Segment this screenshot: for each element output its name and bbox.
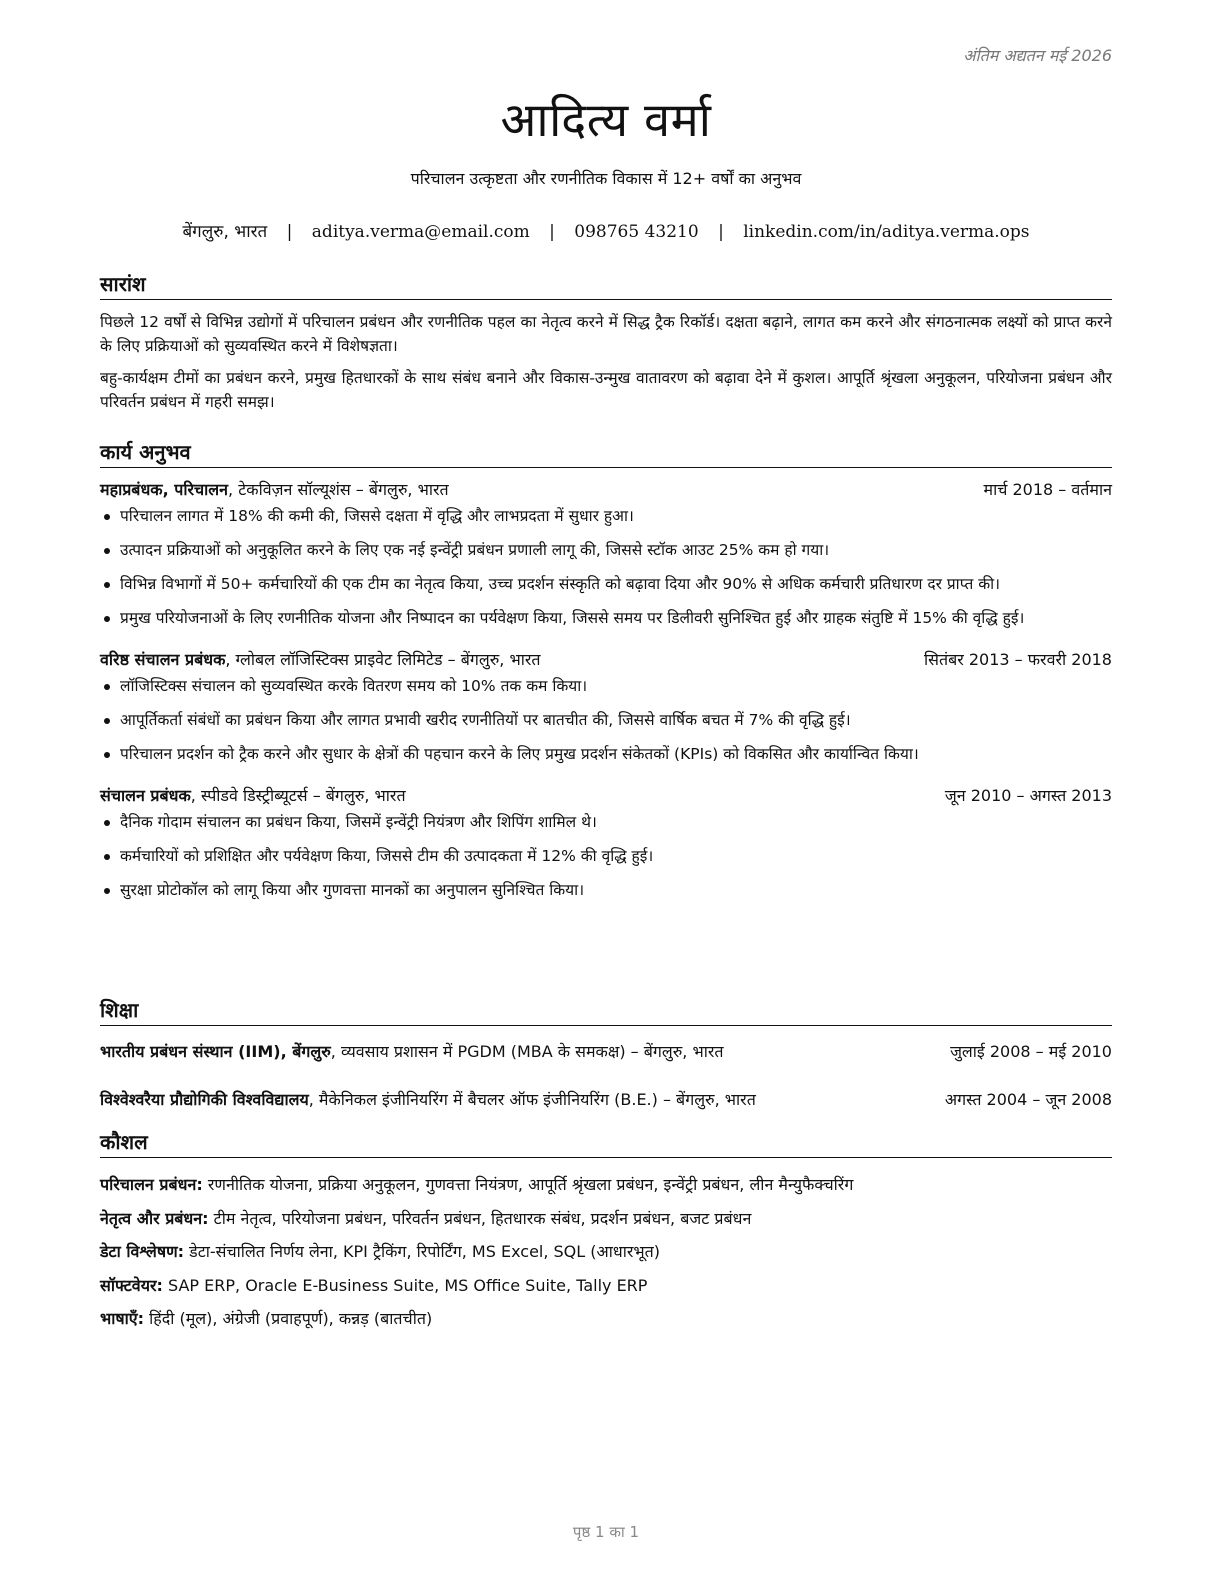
education-dates: अगस्त 2004 – जून 2008	[944, 1090, 1112, 1109]
list-item: प्रमुख परियोजनाओं के लिए रणनीतिक योजना और निष्पादन का पर्यवेक्षण किया, जिससे समय पर डिलीवरी सुनिश्चित हुई और ग्राहक संतुष्टि में 15% की वृद्धि हुई।	[120, 606, 1112, 630]
education-dates: जुलाई 2008 – मई 2010	[950, 1042, 1112, 1061]
skill-label: परिचालन प्रबंधन:	[100, 1175, 203, 1194]
list-item: दैनिक गोदाम संचालन का प्रबंधन किया, जिसमें इन्वेंट्री नियंत्रण और शिपिंग शामिल थे।	[120, 810, 1112, 834]
list-item: परिचालन लागत में 18% की कमी की, जिससे दक्षता में वृद्धि और लाभप्रदता में सुधार हुआ।	[120, 504, 1112, 528]
job-bullets	[100, 504, 1112, 630]
skill-label: भाषाएँ:	[100, 1309, 145, 1328]
job-entry	[100, 478, 1112, 630]
job-header	[100, 478, 1112, 504]
section-title: कार्य अनुभव	[100, 438, 1112, 468]
contact-email[interactable]: aditya.verma@email.com	[311, 222, 530, 242]
skill-row	[100, 1202, 1112, 1236]
education-detail: , व्यवसाय प्रशासन में PGDM (MBA के समकक्ष) – बेंगलुरु, भारत	[330, 1042, 724, 1061]
education-entry	[100, 1040, 1112, 1066]
list-item: परिचालन प्रदर्शन को ट्रैक करने और सुधार के क्षेत्रों की पहचान करने के लिए प्रमुख प्रदर्शन संकेतकों (KPIs) को विकसित और कार्यान्वित किया।	[120, 742, 1112, 766]
education-institution: विश्वेश्वरैया प्रौद्योगिकी विश्वविद्यालय	[100, 1090, 309, 1109]
job-company: , टेकविज़न सॉल्यूशंस – बेंगलुरु, भारत	[228, 480, 449, 499]
job-dates: मार्च 2018 – वर्तमान	[983, 480, 1112, 499]
job-dates: सितंबर 2013 – फरवरी 2018	[923, 650, 1112, 669]
contact-separator: |	[286, 222, 293, 242]
job-bullets	[100, 674, 1112, 766]
section-title: शिक्षा	[100, 996, 1112, 1026]
education-entry	[100, 1088, 1112, 1114]
page-number: पृष्ठ 1 का 1	[572, 1523, 640, 1541]
section-title: सारांश	[100, 270, 1112, 300]
candidate-name: आदित्य वर्मा	[500, 93, 712, 148]
education-detail: , मैकेनिकल इंजीनियरिंग में बैचलर ऑफ इंजीनियरिंग (B.E.) – बेंगलुरु, भारत	[308, 1090, 756, 1109]
contact-phone: 098765 43210	[574, 222, 699, 242]
skill-row	[100, 1235, 1112, 1269]
list-item: सुरक्षा प्रोटोकॉल को लागू किया और गुणवत्ता मानकों का अनुपालन सुनिश्चित किया।	[120, 878, 1112, 902]
list-item: लॉजिस्टिक्स संचालन को सुव्यवस्थित करके वितरण समय को 10% तक कम किया।	[120, 674, 1112, 698]
contact-location: बेंगलुरु, भारत	[182, 222, 268, 242]
skills-section	[100, 1128, 1112, 1336]
skill-label: नेतृत्व और प्रबंधन:	[100, 1208, 209, 1228]
skill-value: हिंदी (मूल), अंग्रेजी (प्रवाहपूर्ण), कन्नड़ (बातचीत)	[144, 1309, 433, 1328]
job-role: वरिष्ठ संचालन प्रबंधक	[100, 650, 226, 669]
job-bullets	[100, 810, 1112, 902]
summary-paragraph: पिछले 12 वर्षों से विभिन्न उद्योगों में परिचालन प्रबंधन और रणनीतिक पहल का नेतृत्व करने में सिद्ध ट्रैक रिकॉर्ड। दक्षता बढ़ाने, लागत कम करने और संगठनात्मक लक्ष्यों को प्राप्त करने के लिए प्रक्रियाओं को सुव्यवस्थित करने में विशेषज्ञता।	[100, 313, 1112, 355]
list-item: उत्पादन प्रक्रियाओं को अनुकूलित करने के लिए एक नई इन्वेंट्री प्रबंधन प्रणाली लागू की, जिससे स्टॉक आउट 25% कम हो गया।	[120, 538, 1112, 562]
last-updated: अंतिम अद्यतन मई 2026	[963, 46, 1112, 65]
job-dates: जून 2010 – अगस्त 2013	[944, 786, 1112, 805]
skill-value: रणनीतिक योजना, प्रक्रिया अनुकूलन, गुणवत्ता नियंत्रण, आपूर्ति श्रृंखला प्रबंधन, इन्वेंट्री प्रबंधन, लीन मैन्युफैक्चरिंग	[202, 1175, 854, 1194]
summary-paragraph: बहु-कार्यक्षम टीमों का प्रबंधन करने, प्रमुख हितधारकों के साथ संबंध बनाने और विकास-उन्मुख वातावरण को बढ़ावा देने में कुशल। आपूर्ति श्रृंखला अनुकूलन, परियोजना प्रबंधन और परिवर्तन प्रबंधन में गहरी समझ।	[100, 369, 1112, 411]
experience-section	[100, 438, 1112, 912]
summary-section	[100, 270, 1112, 422]
job-header	[100, 648, 1112, 674]
section-title: कौशल	[100, 1128, 1112, 1158]
resume-page	[100, 0, 1112, 1584]
skill-value: SAP ERP, Oracle E-Business Suite, MS Office Suite, Tally ERP	[162, 1275, 648, 1295]
list-item: विभिन्न विभागों में 50+ कर्मचारियों की एक टीम का नेतृत्व किया, उच्च प्रदर्शन संस्कृति को बढ़ावा दिया और 90% से अधिक कर्मचारी प्रतिधारण दर प्राप्त की।	[120, 572, 1112, 596]
skill-label: डेटा विश्लेषण:	[100, 1242, 185, 1261]
skill-row	[100, 1269, 1112, 1303]
job-role: संचालन प्रबंधक	[100, 786, 191, 805]
job-entry	[100, 784, 1112, 902]
list-item: कर्मचारियों को प्रशिक्षित और पर्यवेक्षण किया, जिससे टीम की उत्पादकता में 12% की वृद्धि हुई।	[120, 844, 1112, 868]
job-company: , ग्लोबल लॉजिस्टिक्स प्राइवेट लिमिटेड – बेंगलुरु, भारत	[225, 650, 541, 669]
skill-row	[100, 1302, 1112, 1336]
job-company: , स्पीडवे डिस्ट्रीब्यूटर्स – बेंगलुरु, भारत	[190, 786, 406, 805]
skill-label: सॉफ्टवेयर:	[100, 1275, 163, 1295]
list-item: आपूर्तिकर्ता संबंधों का प्रबंधन किया और लागत प्रभावी खरीद रणनीतियों पर बातचीत की, जिससे वार्षिक बचत में 7% की वृद्धि हुई।	[120, 708, 1112, 732]
job-header	[100, 784, 1112, 810]
education-section	[100, 996, 1112, 1114]
contact-separator: |	[718, 222, 724, 242]
tagline: परिचालन उत्कृष्टता और रणनीतिक विकास में 12+ वर्षों का अनुभव	[410, 169, 802, 188]
skill-value: डेटा-संचालित निर्णय लेना, KPI ट्रैकिंग, रिपोर्टिंग, MS Excel, SQL (आधारभूत)	[184, 1242, 661, 1261]
skill-row	[100, 1168, 1112, 1202]
job-role: महाप्रबंधक, परिचालन	[100, 480, 229, 499]
contact-line	[100, 219, 1112, 242]
skill-value: टीम नेतृत्व, परियोजना प्रबंधन, परिवर्तन प्रबंधन, हितधारक संबंध, प्रदर्शन प्रबंधन, बजट प्रबंधन	[208, 1208, 752, 1228]
contact-separator: |	[549, 222, 555, 242]
contact-linkedin[interactable]: linkedin.com/in/aditya.verma.ops	[743, 222, 1030, 242]
education-institution: भारतीय प्रबंधन संस्थान (IIM), बेंगलुरु	[100, 1042, 331, 1061]
job-entry	[100, 648, 1112, 766]
